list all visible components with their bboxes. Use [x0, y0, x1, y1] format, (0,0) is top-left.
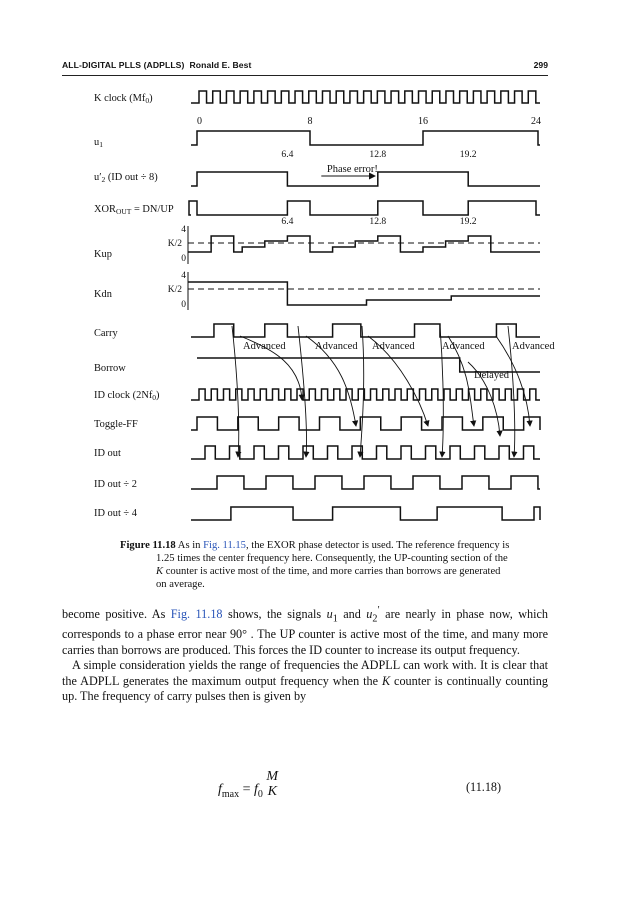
dependency-arrow-1: [298, 326, 307, 457]
p2-k: K: [381, 673, 391, 688]
eq-f0: f: [254, 782, 258, 797]
caption-line-2: 1.25 times the center frequency here. Consequently, the UP-counting section of the: [156, 553, 508, 564]
caption-line-3-text: counter is active most of the time, and more carries than borrows are generated: [163, 566, 501, 577]
paragraph-1: [62, 603, 548, 658]
count-tick-0: 0: [197, 116, 202, 127]
signal-label-carry: Carry: [94, 328, 118, 339]
count-tick-16: 16: [418, 116, 428, 127]
kclock-wave: [191, 91, 540, 103]
signal-label-u2: u′2 (ID out ÷ 8): [94, 172, 158, 184]
xor-wave: [189, 201, 540, 215]
eq-equals: =: [239, 782, 255, 797]
figure-caption: [120, 539, 548, 591]
idout4-wave: [191, 507, 540, 520]
advanced-label-0: Advanced: [243, 341, 286, 352]
p1-start: become positive. As: [62, 607, 171, 622]
toggle-wave: [191, 417, 540, 430]
signal-label-u1: u1: [94, 137, 103, 149]
advanced-label-2: Advanced: [372, 341, 415, 352]
p1-and: and: [337, 607, 367, 622]
p1-u2-sub: 2: [372, 613, 378, 625]
figure-id: Figure 11.18: [120, 540, 176, 551]
running-title-text: ALL-DIGITAL PLLS (ADPLLS): [62, 60, 185, 70]
signal-label-toggle: Toggle-FF: [94, 419, 138, 430]
kup-level-k2: K/2: [167, 239, 182, 249]
paragraph-2: [62, 658, 548, 705]
caption-text-2: , the EXOR phase detector is used. The reference frequency is: [245, 540, 510, 551]
phase-tick-2: 19.2: [459, 149, 477, 160]
idout2-wave: [191, 476, 540, 489]
phase-tick-0: 6.4: [281, 149, 294, 160]
advanced-label-1: Advanced: [315, 341, 358, 352]
signal-label-idout2: ID out ÷ 2: [94, 479, 137, 490]
phase-tick2-0: 6.4: [281, 216, 294, 227]
eq-f0-sub: 0: [257, 788, 263, 800]
p1-u1: u: [326, 607, 333, 622]
u1-wave: [191, 131, 540, 145]
caption-k: K: [156, 566, 164, 577]
author-name: Ronald E. Best: [189, 60, 252, 70]
dependency-arrow-2: [360, 326, 364, 457]
p1-figure-link[interactable]: Fig. 11.18: [170, 607, 223, 622]
phase-tick2-2: 19.2: [459, 216, 477, 227]
idout-wave: [191, 446, 540, 459]
caption-text-1: As in: [177, 540, 204, 551]
delayed-label: Delayed: [474, 370, 509, 381]
phase-tick-1: 12.8: [369, 149, 387, 160]
kdn-wave: [188, 282, 540, 305]
page-number: 299: [533, 60, 548, 70]
signal-label-kup: Kup: [94, 249, 112, 260]
caption-line-4: on average.: [156, 579, 205, 590]
signal-label-idout: ID out: [94, 448, 121, 459]
equation-number: (11.18): [466, 780, 502, 794]
phase-tick2-1: 12.8: [369, 216, 387, 227]
kup-level-0: 0: [181, 254, 186, 264]
kdn-level-0: 0: [181, 300, 186, 310]
p2-rest: counter is continually counting up. The frequency of carry pulses then is given by: [62, 673, 548, 704]
p1-mid: shows, the signals: [222, 607, 327, 622]
signal-label-borrow: Borrow: [94, 363, 126, 374]
phase-error-label: Phase error!: [326, 164, 378, 175]
signal-label-kdn: Kdn: [94, 289, 112, 300]
kup-level-4: 4: [181, 225, 186, 235]
p1-u2: u: [366, 607, 373, 622]
kdn-level-4: 4: [181, 271, 186, 281]
caption-line-3: [120, 565, 548, 578]
count-tick-8: 8: [307, 116, 313, 127]
advanced-label-4: Advanced: [512, 341, 555, 352]
idclock-wave: [191, 389, 540, 400]
advanced-label-3: Advanced: [442, 341, 485, 352]
equation-11-18: [218, 768, 278, 800]
eq-denominator: K: [267, 783, 277, 799]
p1-u1-sub: 1: [332, 613, 338, 625]
kup-wave: [188, 236, 540, 252]
eq-numerator: M: [266, 768, 279, 784]
carry-wave: [191, 324, 540, 337]
signal-label-kclock: K clock (Mf0): [94, 93, 153, 105]
eq-lhs: f: [218, 782, 222, 797]
p1-rest: are nearly in phase now, which corresponds to a phase error near 90° . The UP counter is active most of the time, and many more carries than borrows are produced. This forces the ID counter to increase its output frequency.: [62, 607, 549, 657]
signal-label-idclock: ID clock (2Nf0): [94, 390, 160, 402]
caption-figure-link[interactable]: Fig. 11.15: [203, 540, 246, 551]
p2-start: A simple consideration yields the range of frequencies the ADPLL can work with. It is clear that the ADPLL generates the maximum output frequency when the: [62, 658, 548, 688]
signal-label-xor: XOROUT = DN/UP: [94, 204, 174, 216]
count-tick-24: 24: [531, 116, 541, 127]
p1-u2-prime: ′: [377, 605, 380, 616]
kdn-level-k2: K/2: [167, 285, 182, 295]
signal-label-idout4: ID out ÷ 4: [94, 508, 137, 519]
eq-lhs-sub: max: [221, 788, 240, 800]
body-text: [62, 603, 548, 705]
